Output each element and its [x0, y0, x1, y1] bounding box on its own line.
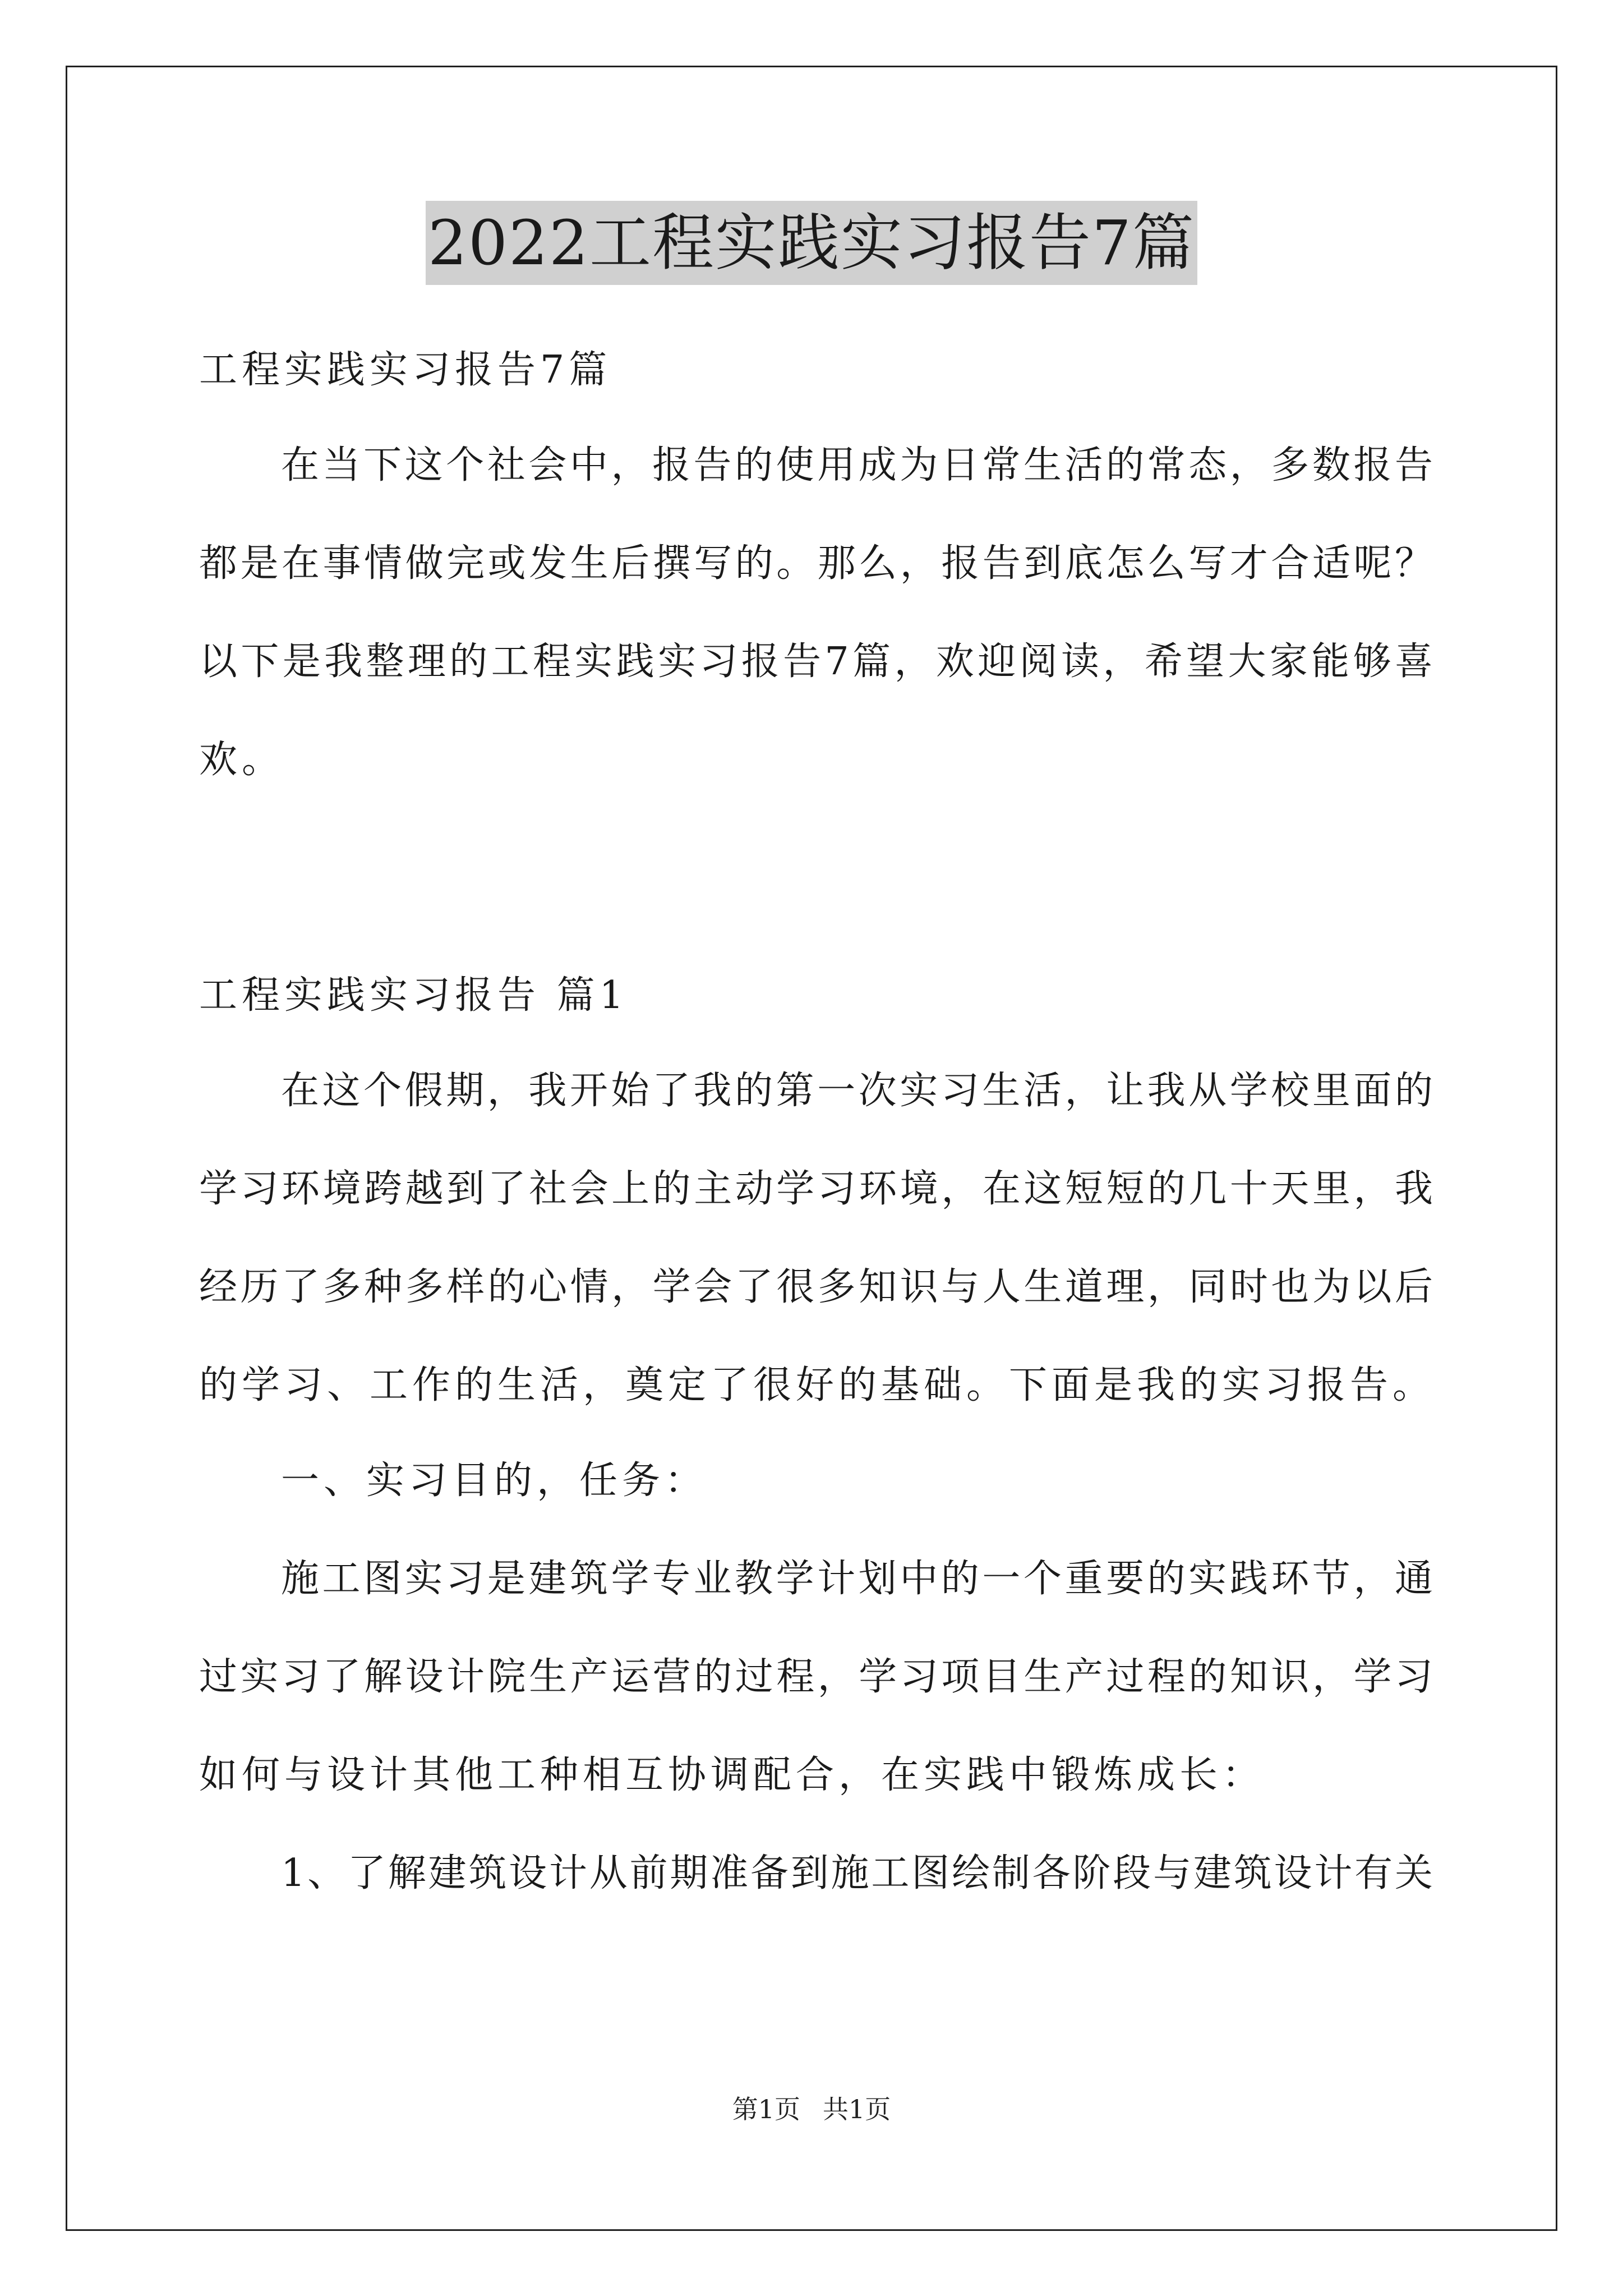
subtitle: 工程实践实习报告7篇	[199, 348, 612, 392]
page-footer	[0, 2092, 1623, 2126]
intro-line-4: 欢。	[199, 738, 285, 782]
title-container	[0, 201, 1623, 285]
para1-line-2: 学习环境跨越到了社会上的主动学习环境，在这短短的几十天里，我	[199, 1167, 1433, 1211]
item-1-line: 1、了解建筑设计从前期准备到施工图绘制各阶段与建筑设计有关	[281, 1851, 1433, 1895]
page-number: 第1页	[732, 2094, 800, 2124]
para1-line-4: 的学习、工作的生活，奠定了很好的基础。下面是我的实习报告。	[199, 1363, 1436, 1407]
intro-line-1: 在当下这个社会中，报告的使用成为日常生活的常态，多数报告	[281, 443, 1433, 487]
para1-line-1: 在这个假期，我开始了我的第一次实习生活，让我从学校里面的	[281, 1069, 1433, 1113]
para2-line-1: 施工图实习是建筑学专业教学计划中的一个重要的实践环节，通	[281, 1557, 1433, 1601]
page-total: 共1页	[823, 2094, 891, 2124]
section-heading: 工程实践实习报告 篇1	[199, 973, 628, 1018]
intro-line-3: 以下是我整理的工程实践实习报告7篇，欢迎阅读，希望大家能够喜	[199, 639, 1433, 684]
para2-line-3: 如何与设计其他工种相互协调配合，在实践中锻炼成长：	[199, 1753, 1265, 1797]
sub-heading: 一、实习目的，任务：	[281, 1458, 708, 1503]
intro-line-2: 都是在事情做完或发生后撰写的。那么，报告到底怎么写才合适呢？	[199, 541, 1433, 586]
para2-line-2: 过实习了解设计院生产运营的过程，学习项目生产过程的知识，学习	[199, 1655, 1433, 1699]
document-title: 2022工程实践实习报告7篇	[426, 201, 1197, 285]
para1-line-3: 经历了多种多样的心情，学会了很多知识与人生道理，同时也为以后	[199, 1265, 1433, 1309]
